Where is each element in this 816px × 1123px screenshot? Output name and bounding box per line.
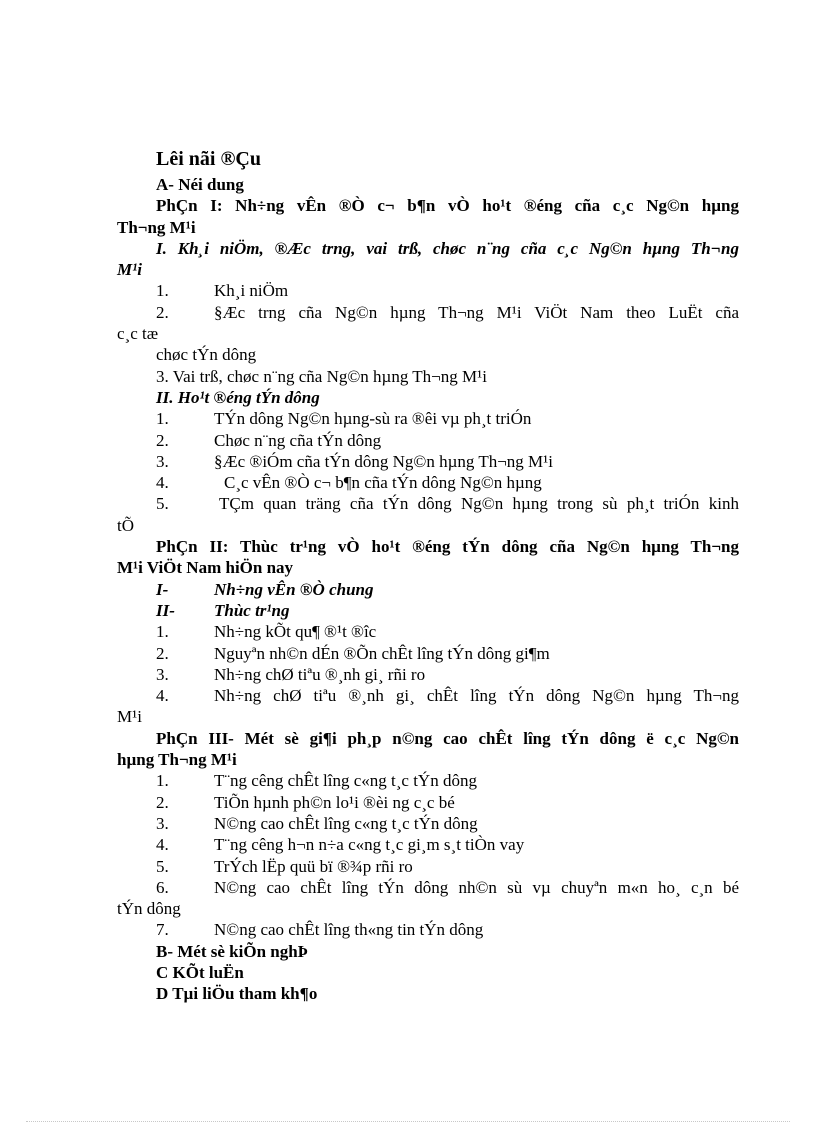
list-text-cont: c¸c tæ — [117, 324, 159, 344]
part2-subheading — [117, 600, 739, 621]
list-item — [117, 834, 739, 855]
list-number: II- — [156, 600, 175, 620]
list-item — [117, 664, 739, 685]
list-item — [117, 792, 739, 813]
list-text-cont: M¹i — [117, 707, 142, 727]
list-item — [117, 302, 739, 323]
list-number: 5. — [156, 494, 169, 514]
list-number: 2. — [156, 302, 169, 322]
part3-heading-cont: hµng Th¬ng M¹i — [117, 750, 237, 770]
section-c-heading: C KÕt luËn — [156, 962, 244, 982]
part1-heading: PhÇn I: Nh÷ng vÊn ®Ò c¬ b¶n vÒ ho¹t ®éng cña c¸c Ng©n hµng — [156, 196, 739, 216]
list-text: TrÝch lËp quü bï ®¾p rñi ro — [214, 856, 413, 876]
list-item — [117, 685, 739, 706]
list-number: 3. — [156, 813, 169, 833]
list-text: T¨ng cêng chÊt lîng c«ng t¸c tÝn dông — [214, 771, 477, 791]
list-item — [117, 280, 739, 301]
list-text: Nh÷ng kÕt qu¶ ®¹t ®îc — [214, 622, 377, 642]
list-text: N©ng cao chÊt lîng th«ng tin tÝn dông — [214, 920, 484, 940]
list-number: 7. — [156, 920, 169, 940]
list-number: 3. — [156, 451, 169, 471]
list-item — [117, 877, 739, 898]
list-text: TiÕn hµnh ph©n lo¹i ®èi ng c¸c bé — [214, 792, 455, 812]
list-text: Nh÷ng chØ tiªu ®¸nh gi¸ rñi ro — [214, 664, 426, 684]
list-text: C¸c vÊn ®Ò c¬ b¶n cña tÝn dông Ng©n hµng — [224, 473, 542, 493]
list-item — [117, 643, 739, 664]
part1-subheading-2: II. Ho¹t ®éng tÝn dông — [156, 387, 320, 407]
list-text-cont: tÝn dông — [117, 899, 181, 919]
document-body — [117, 146, 739, 1005]
part1-subheading-1-cont: M¹i — [117, 260, 142, 280]
list-text: Kh¸i niÖm — [214, 281, 289, 301]
list-text: Nguyªn nh©n dÉn ®Õn chÊt lîng tÝn dông gi¶m — [214, 643, 550, 663]
list-item — [117, 451, 739, 472]
part2-heading: PhÇn II: Thùc tr¹ng vÒ ho¹t ®éng tÝn dông cña Ng©n hµng Th¬ng — [156, 537, 739, 557]
list-number: I- — [156, 579, 169, 599]
part1-subheading-1: I. Kh¸i niÖm, ®Æc trng, vai trß, chøc n¨ng cña c¸c Ng©n hµng Th¬ng — [156, 238, 739, 258]
part2-subheading — [117, 579, 739, 600]
section-a-heading: A- Néi dung — [156, 175, 244, 194]
list-text: TÇm quan träng cña tÝn dông Ng©n hµng trong sù ph¸t triÓn kinh — [219, 494, 739, 514]
list-text: TÝn dông Ng©n hµng-sù ra ®êi vµ ph¸t triÓn — [214, 409, 532, 429]
section-d-heading: D Tµi liÖu tham kh¶o — [156, 984, 318, 1004]
list-text: Nh÷ng vÊn ®Ò chung — [214, 579, 374, 599]
list-item — [117, 430, 739, 451]
list-number: 4. — [156, 686, 169, 706]
list-item: 3. Vai trß, chøc n¨ng cña Ng©n hµng Th¬ng M¹i — [156, 366, 487, 386]
list-number: 2. — [156, 792, 169, 812]
part1-heading-cont: Th¬ng M¹i — [117, 217, 196, 237]
part2-heading-cont: M¹i ViÖt Nam hiÖn nay — [117, 558, 294, 578]
list-item — [117, 621, 739, 642]
list-item — [117, 919, 739, 940]
part3-heading: PhÇn III- Mét sè gi¶i ph¸p n©ng cao chÊt lîng tÝn dông ë c¸c Ng©n — [156, 728, 739, 748]
section-b-heading: B- Mét sè kiÕn nghÞ — [156, 941, 309, 961]
list-number: 4. — [156, 835, 169, 855]
list-number: 1. — [156, 281, 169, 301]
list-item — [117, 856, 739, 877]
list-item — [117, 472, 739, 493]
list-item — [117, 813, 739, 834]
list-text: Nh÷ng chØ tiªu ®¸nh gi¸ chÊt lîng tÝn dông Ng©n hµng Th¬ng — [214, 686, 739, 706]
list-number: 6. — [156, 877, 169, 897]
list-text-cont: chøc tÝn dông — [156, 345, 257, 365]
list-text: N©ng cao chÊt lîng c«ng t¸c tÝn dông — [214, 813, 478, 833]
list-number: 1. — [156, 409, 169, 429]
page-title: Lêi nãi ®Çu — [156, 148, 261, 170]
list-text: Chøc n¨ng cña tÝn dông — [214, 430, 382, 450]
list-number: 3. — [156, 664, 169, 684]
page-footer-divider — [26, 1121, 790, 1122]
list-number: 2. — [156, 643, 169, 663]
list-text: §Æc trng cña Ng©n hµng Th¬ng M¹i ViÖt Nam theo LuËt cña — [214, 302, 739, 322]
list-number: 5. — [156, 856, 169, 876]
list-item — [117, 493, 739, 514]
list-number: 1. — [156, 771, 169, 791]
list-text-cont: tÕ — [117, 515, 134, 535]
list-item — [117, 408, 739, 429]
list-number: 2. — [156, 430, 169, 450]
list-item — [117, 770, 739, 791]
list-text: N©ng cao chÊt lîng tÝn dông nh©n sù vµ chuyªn m«n ho¸ c¸n bé — [214, 877, 739, 897]
list-number: 1. — [156, 622, 169, 642]
list-text: T¨ng cêng h¬n n÷a c«ng t¸c gi¸m s¸t tiÒn vay — [214, 835, 525, 855]
list-text: Thùc tr¹ng — [214, 600, 290, 620]
list-number: 4. — [156, 473, 169, 493]
list-text: §Æc ®iÓm cña tÝn dông Ng©n hµng Th¬ng M¹i — [214, 451, 553, 471]
